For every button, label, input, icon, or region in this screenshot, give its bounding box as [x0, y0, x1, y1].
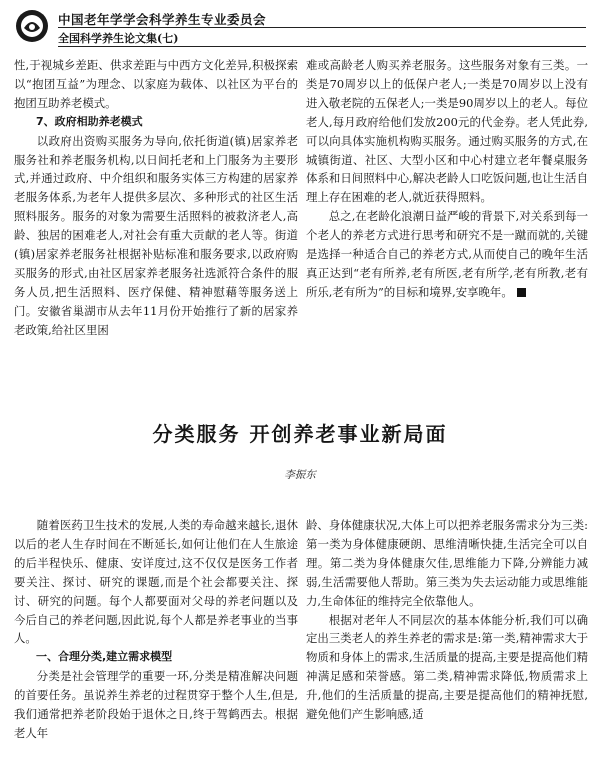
article-left-column: [14, 516, 298, 743]
section-heading: 一、合理分类,建立需求模型: [36, 650, 173, 664]
header-rule: [58, 27, 586, 28]
paragraph: 性,于视城乡差距、供求差距与中西方文化差异,积极探索以“抱团互益”为理念、以家庭为载体、以社区为平台的抱团互助养老模式。: [14, 58, 298, 110]
paragraph: [306, 207, 588, 302]
end-of-article-mark: [517, 288, 526, 297]
section-heading: 7、政府相助养老模式: [36, 114, 143, 128]
article-author: 李振东: [284, 469, 316, 481]
header-organization: 中国老年学学会科学养生专业委员会: [58, 12, 267, 27]
paragraph: 龄、身体健康状况,大体上可以把养老服务需求分为三类:第一类为身体健康硬朗、思维清晰快捷,生活完全可以自理。第二类为身体健康欠佳,思维能力下降,分辨能力减弱,生活需要他人帮助。第三类为失去运动能力或思维能力,生命体征的维持完全依靠他人。: [306, 518, 588, 608]
previous-article-left-column: [14, 56, 298, 340]
paragraph: 难或高龄老人购买养老服务。这些服务对象有三类。一类是70周岁以上的低保户老人;一类是70周岁以上没有进入敬老院的五保老人;一类是90周岁以上的老人。每位老人,每月政府给他们发放200元的代金券。老人凭此券,可以向具体实施机构购买服务。通过购买服务的方式,在城镇街道、社区、大型小区和中心村建立老年餐桌服务体系和日间照料中心,解决老龄人口吃饭问题,也让生活自理上存在困难的老人,就近获得照料。: [306, 58, 588, 205]
paragraph: 根据对老年人不同层次的基本体能分析,我们可以确定出三类老人的养生养老的需求是:第一类,精神需求大于物质和身体上的需求,生活质量的提高,主要是提高他们精神满足感和荣誉感。第二类,精神需求降低,物质需求上升,他们的生活质量的提高,主要是提高他们的精神抚慰,避免他们产生影响感,适: [306, 612, 588, 722]
paragraph: 分类是社会管理学的重要一环,分类是精准解决问题的首要任务。虽说养生养老的过程贯穿于整个人生,但是,我们通常把养老阶段始于退休之日,终于驾鹤西去。根据老人年: [14, 669, 298, 740]
article-title: 分类服务 开创养老事业新局面: [152, 422, 448, 446]
paragraph: 以政府出资购买服务为导向,依托街道(镇)居家养老服务社和养老服务机构,以日间托老和上门服务为主要形式,并通过政府、中介组织和服务实体三方构建的居家养老服务体系,为老年人提供多层次、多种形式的社区生活照料服务。服务的对象为需要生活照料的被救济老人,高龄、独居的困难老人,对社会有重大贡献的老人等。街道(镇)居家养老服务社根据补贴标准和服务要求,以政府购买服务的形式,由社区居家养老服务社选派符合条件的服务人员,把生活照料、医疗保健、精神慰藉等服务送上门。安徽省巢湖市从去年11月份开始推行了新的居家养老政策,给社区里困: [14, 133, 298, 337]
paragraph-text: 总之,在老龄化浪潮日益严峻的背景下,对关系到每一个老人的养老方式进行思考和研究不是一蹴而就的,关键是选择一种适合自己的养老方式,从而使自己的晚年生活真正达到“老有所养,老有所医,老有所学,老有所教,老有所乐,老有所为”的目标和境界,安享晚年。: [306, 209, 588, 299]
paragraph: 随着医药卫生技术的发展,人类的寿命越来越长,退休以后的老人生存时间在不断延长,如何让他们在人生旅途的后半程快乐、健康、安详度过,这不仅仅是医务工作者要关注、探讨、研究的课题,而是个社会都要关注、探讨、研究的问题。每个人都要面对父母的养老问题以及今后自己的养老问题,因此说,每个人都是养老事业的当事人。: [14, 518, 298, 646]
article-right-column: [306, 516, 588, 724]
journal-header: [14, 8, 586, 48]
header-collection-title: 全国科学养生论文集(七): [58, 32, 179, 45]
journal-logo-icon: [14, 8, 50, 44]
previous-article-right-column: [306, 56, 588, 302]
header-rule-bottom: [58, 46, 586, 47]
